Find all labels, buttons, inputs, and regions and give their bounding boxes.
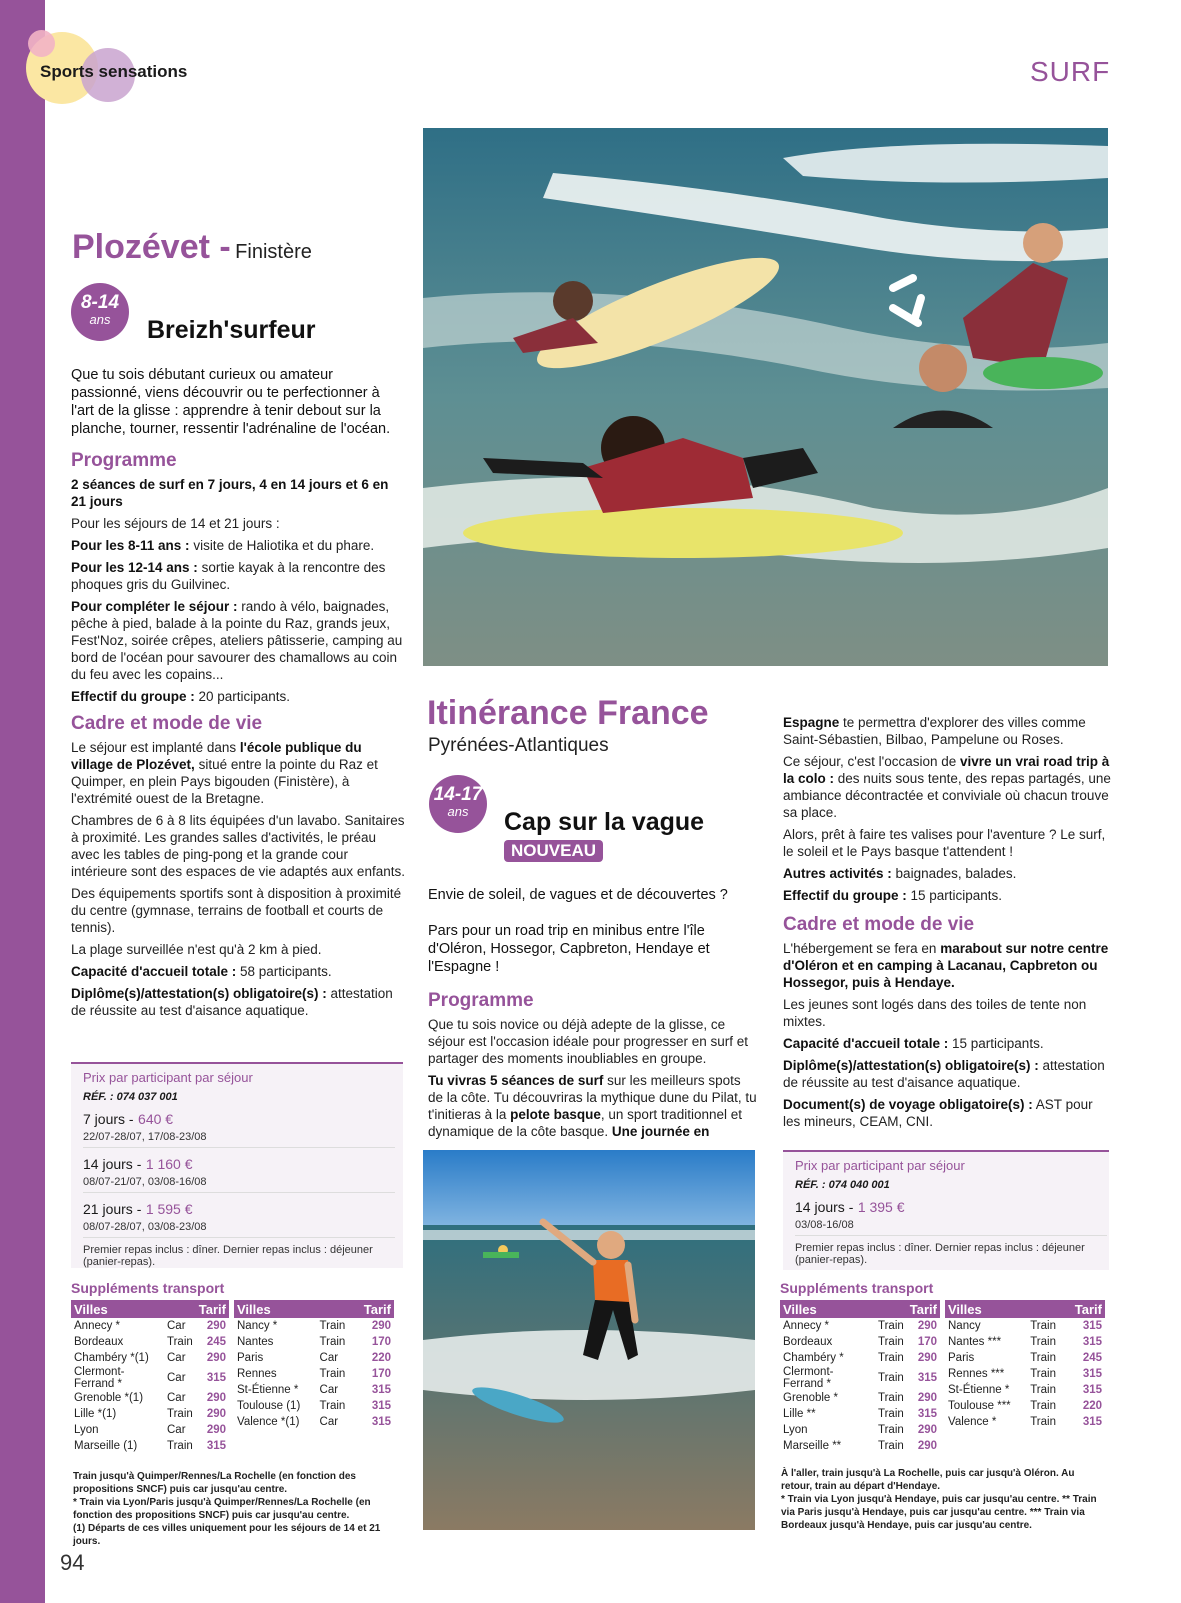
city-name: Nantes ***	[948, 1336, 1002, 1348]
age-range: 8-14	[80, 292, 120, 313]
transport-row	[234, 1398, 394, 1414]
transport-notes: Train jusqu'à Quimper/Rennes/La Rochelle (en fonction des propositions SNCF) puis car jusqu'au centre. * Train via Lyon/Paris jusqu'à Quimper/Rennes/La Rochelle (en fonction des propositions SNCF) puis car jusqu'au centre. (1) Départs de ces villes uniquement pour les séjours de 14 et 21 jours.	[73, 1471, 381, 1547]
transport-mode: Train	[1030, 1320, 1056, 1332]
transport-row	[945, 1318, 1105, 1334]
transport-price: 290	[206, 1352, 226, 1364]
city-name: Grenoble *(1)	[74, 1392, 144, 1404]
transport-row	[234, 1414, 394, 1430]
transport-price: 290	[206, 1408, 226, 1420]
transport-mode: Train	[167, 1336, 193, 1348]
transport-mode: Train	[167, 1440, 193, 1452]
cadre-heading: Cadre et mode de vie	[71, 713, 263, 734]
transport-price: 290	[917, 1440, 937, 1452]
transport-row	[234, 1382, 394, 1398]
transport-table: Villes Tarif Nancy Train 315 Nantes *** Train 315 Paris Train 245 Rennes *** Train 315 St-Étienne * Train 315 Toulouse *** Train 220 Valence * Train 315	[945, 1300, 1105, 1430]
programme-12-14: Pour les 12-14 ans : sortie kayak à la rencontre des phoques gris du Guilvinec.	[71, 560, 386, 592]
intro-text: Que tu sois débutant curieux ou amateur passionné, viens découvrir ou te perfectionner à l'art de la glisse : apprendre à tenir debout sur la planche, tourner, ressentir l'adrénaline de l'océan.	[71, 367, 391, 437]
transport-price: 290	[206, 1392, 226, 1404]
cadre-heading: Cadre et mode de vie	[783, 914, 975, 935]
plozevet-heading	[72, 228, 312, 267]
transport-price: 315	[371, 1400, 391, 1412]
transport-price: 315	[917, 1408, 937, 1420]
price-meals: Premier repas inclus : dîner. Dernier repas inclus : déjeuner (panier-repas).	[83, 1244, 373, 1268]
transport-mode: Car	[167, 1392, 186, 1404]
page-number: 94	[60, 1550, 85, 1575]
transport-price: 170	[917, 1336, 937, 1348]
price-row: 7 jours - 640 € 22/07-28/07, 17/08-23/08	[83, 1111, 395, 1148]
transport-row	[71, 1318, 229, 1334]
transport-mode: Train	[878, 1424, 904, 1436]
diplome: Diplôme(s)/attestation(s) obligatoire(s) : attestation de réussite au test d'aisance aquatique.	[71, 986, 393, 1018]
programme-heading: Programme	[428, 990, 534, 1011]
city-name: Valence *(1)	[237, 1416, 300, 1428]
transport-row	[780, 1350, 940, 1366]
age-badge	[71, 283, 129, 341]
city-name: St-Étienne *	[237, 1384, 299, 1396]
programme-bold: 2 séances de surf en 7 jours, 4 en 14 jours et 6 en 21 jours	[71, 477, 389, 509]
transport-mode: Train	[1030, 1336, 1056, 1348]
cadre-p3: Des équipements sportifs sont à disposition à proximité du centre (gymnase, terrains de football et courts de tennis).	[71, 886, 402, 935]
cadre-p1: Le séjour est implanté dans l'école publique du village de Plozévet, situé entre la pointe du Raz et Quimper, en plein Pays bigouden (Finistère), à l'extrémité ouest de la Bretagne.	[71, 740, 378, 806]
transport-row	[945, 1334, 1105, 1350]
autres: Autres activités : baignades, balades.	[783, 866, 1017, 881]
transport-row	[945, 1350, 1105, 1366]
price-row: 21 jours - 1 595 € 08/07-28/07, 03/08-23/08	[83, 1201, 395, 1238]
city-name: Bordeaux	[783, 1336, 833, 1348]
transport-mode: Train	[878, 1320, 904, 1332]
supplements-title: Suppléments transport	[71, 1280, 225, 1296]
transport-notes: À l'aller, train jusqu'à La Rochelle, puis car jusqu'à Oléron. Au retour, train au départ d'Hendaye. * Train via Lyon jusqu'à Hendaye, puis car jusqu'au centre. ** Train via Paris jusqu'à Hendaye, puis car jusqu'au centre. *** Train via Bordeaux jusqu'à Hendaye, puis car jusqu'au centre.	[781, 1468, 1097, 1531]
plozevet-body	[71, 366, 405, 1024]
transport-mode: Train	[167, 1408, 193, 1420]
programme-p1: Pour les séjours de 14 et 21 jours :	[71, 516, 280, 531]
city-name: Grenoble *	[783, 1392, 838, 1404]
price-box	[783, 1150, 1109, 1270]
transport-price: 170	[371, 1336, 391, 1348]
transport-mode: Train	[1030, 1368, 1056, 1380]
lead-1: Envie de soleil, de vagues et de découvertes ?	[428, 887, 728, 903]
city-name: Nancy	[948, 1320, 981, 1332]
stay-title: Cap sur la vague	[504, 808, 705, 836]
transport-table: Villes Tarif Annecy * Train 290 Bordeaux Train 170 Chambéry * Train 290 Clermont-Ferrand * Train 315 Grenoble * Train 290 Lille ** Train 315 Lyon Train 290 Marseille ** Train 290	[780, 1300, 940, 1454]
transport-price: 290	[917, 1392, 937, 1404]
city-name: Toulouse (1)	[237, 1400, 301, 1412]
capacite: Capacité d'accueil totale : 58 participants.	[71, 964, 332, 979]
transport-mode: Train	[878, 1336, 904, 1348]
transport-price: 290	[917, 1424, 937, 1436]
transport-row	[945, 1382, 1105, 1398]
transport-mode: Train	[319, 1320, 346, 1332]
price-row: 14 jours - 1 160 € 08/07-21/07, 03/08-16/08	[83, 1156, 395, 1193]
transport-mode: Train	[878, 1372, 904, 1384]
city-name: Clermont-Ferrand *	[74, 1366, 125, 1390]
transport-price: 315	[917, 1372, 937, 1384]
city-name: Lille **	[783, 1408, 816, 1420]
place-name: Plozévet -	[72, 228, 231, 266]
transport-row	[780, 1390, 940, 1406]
price-ref: RÉF. : 074 040 001	[795, 1179, 890, 1191]
cadre-p2: Les jeunes sont logés dans des toiles de tente non mixtes.	[783, 997, 1087, 1029]
girl-surfing-photo	[423, 1150, 755, 1530]
city-name: Paris	[237, 1352, 264, 1364]
price-title: Prix par participant par séjour	[795, 1158, 965, 1173]
transport-price: 220	[371, 1352, 391, 1364]
transport-mode: Train	[878, 1408, 904, 1420]
surfers-photo	[423, 128, 1108, 666]
lead-2: Pars pour un road trip en minibus entre l'île d'Oléron, Hossegor, Capbreton, Hendaye et l'Espagne !	[428, 923, 710, 975]
programme-complete: Pour compléter le séjour : rando à vélo, baignades, pêche à pied, balade à la pointe du Raz, grands jeux, Fest'Noz, soirée crêpes, ateliers pâtisserie, camping au bord de l'océan pour savourer des chamallows au coin du feu avec les copains...	[71, 599, 403, 682]
price-title: Prix par participant par séjour	[83, 1070, 253, 1085]
new-badge: NOUVEAU	[504, 840, 603, 862]
transport-row	[71, 1334, 229, 1350]
transport-row	[71, 1366, 229, 1390]
cadre-p4: La plage surveillée n'est qu'à 2 km à pied.	[71, 942, 322, 957]
transport-price: 290	[917, 1320, 937, 1332]
transport-mode: Train	[1030, 1384, 1056, 1396]
transport-mode: Train	[319, 1400, 346, 1412]
transport-row	[234, 1350, 394, 1366]
transport-mode: Car	[319, 1352, 339, 1364]
price-row: 14 jours - 1 395 € 03/08-16/08	[795, 1199, 1107, 1236]
supplements-title: Suppléments transport	[780, 1280, 934, 1296]
category-label: Sports sensations	[40, 62, 188, 81]
transport-price: 290	[371, 1320, 391, 1332]
city-name: Marseille (1)	[74, 1440, 138, 1452]
transport-price: 290	[917, 1352, 937, 1364]
transport-mode: Car	[167, 1424, 186, 1436]
city-name: Clermont-Ferrand *	[783, 1366, 834, 1390]
transport-row	[780, 1318, 940, 1334]
decor-circle-pink	[28, 30, 55, 57]
city-name: Nancy *	[237, 1320, 278, 1332]
side-band	[0, 0, 45, 1603]
transport-row	[71, 1390, 229, 1406]
transport-row	[780, 1334, 940, 1350]
transport-mode: Train	[878, 1352, 904, 1364]
city-name: Marseille **	[783, 1440, 842, 1452]
itinerance-col2	[783, 714, 1113, 1135]
city-name: Paris	[948, 1352, 975, 1364]
transport-row	[71, 1438, 229, 1454]
age-unit: ans	[89, 312, 111, 327]
place-name: Itinérance France	[427, 694, 709, 732]
city-name: Rennes	[237, 1368, 277, 1380]
transport-mode: Train	[1030, 1400, 1056, 1412]
cadre-p2: Chambres de 6 à 8 lits équipées d'un lavabo. Sanitaires à proximité. Les grandes salles d'activités, le préau avec les tables de ping-pong et la grande cour intérieure sont des espaces de vie adaptés aux enfants.	[71, 813, 405, 879]
supplements-tables	[780, 1300, 1105, 1454]
programme-p2: Tu vivras 5 séances de surf sur les meilleurs spots de la côte. Tu découvriras la mythique dune du Pilat, tu t'initieras à la pelote basque, un sport traditionnel et dynamique de la côte basque. Une journée en	[428, 1073, 757, 1139]
transport-row	[71, 1406, 229, 1422]
transport-row	[945, 1398, 1105, 1414]
transport-mode: Train	[319, 1336, 346, 1348]
transport-price: 245	[206, 1336, 226, 1348]
transport-price: 290	[206, 1320, 226, 1332]
diplome: Diplôme(s)/attestation(s) obligatoire(s) : attestation de réussite au test d'aisance aquatique.	[783, 1058, 1105, 1090]
programme-heading: Programme	[71, 450, 177, 471]
transport-mode: Train	[878, 1392, 904, 1404]
capacite: Capacité d'accueil totale : 15 participants.	[783, 1036, 1044, 1051]
transport-mode: Car	[319, 1416, 339, 1428]
stay-title: Breizh'surfeur	[147, 316, 316, 344]
transport-price: 245	[1082, 1352, 1102, 1364]
region-name: Finistère	[235, 241, 312, 263]
programme-8-11: Pour les 8-11 ans : visite de Haliotika et du phare.	[71, 538, 375, 553]
city-name: Chambéry *	[783, 1352, 844, 1364]
age-badge	[429, 775, 487, 833]
effectif: Effectif du groupe : 20 participants.	[71, 689, 291, 704]
transport-price: 315	[371, 1384, 391, 1396]
city-name: Annecy *	[74, 1320, 121, 1332]
city-name: Annecy *	[783, 1320, 830, 1332]
transport-row	[234, 1366, 394, 1382]
transport-row	[945, 1414, 1105, 1430]
transport-table: Villes Tarif Nancy * Train 290 Nantes Train 170 Paris Car 220 Rennes Train 170 St-Étienne * Car 315 Toulouse (1) Train 315 Valence *(1) Car 315	[234, 1300, 394, 1430]
transport-row	[780, 1406, 940, 1422]
transport-price: 170	[371, 1368, 391, 1380]
city-name: Lyon	[74, 1424, 99, 1436]
transport-mode: Train	[1030, 1352, 1056, 1364]
transport-row	[945, 1366, 1105, 1382]
transport-price: 315	[1082, 1384, 1102, 1396]
price-box	[71, 1062, 403, 1268]
transport-price: 220	[1082, 1400, 1102, 1412]
surfers-photo-illustration	[423, 128, 1108, 666]
city-name: Lyon	[783, 1424, 808, 1436]
transport-price: 315	[206, 1372, 226, 1384]
transport-price: 315	[1082, 1368, 1102, 1380]
region-name: Pyrénées-Atlantiques	[428, 735, 609, 756]
transport-table: Villes Tarif Annecy * Car 290 Bordeaux Train 245 Chambéry *(1) Car 290 Clermont-Ferrand * Car 315 Grenoble *(1) Car 290 Lille *(1) Train 290 Lyon Car 290 Marseille (1) Train 315	[71, 1300, 229, 1454]
price-meals: Premier repas inclus : dîner. Dernier repas inclus : déjeuner (panier-repas).	[795, 1242, 1085, 1266]
effectif: Effectif du groupe : 15 participants.	[783, 888, 1003, 903]
transport-price: 315	[1082, 1336, 1102, 1348]
transport-row	[780, 1422, 940, 1438]
price-ref: RÉF. : 074 037 001	[83, 1091, 178, 1103]
girl-surfing-illustration	[423, 1150, 755, 1530]
transport-mode: Car	[319, 1384, 339, 1396]
transport-row	[71, 1350, 229, 1366]
transport-row	[71, 1422, 229, 1438]
transport-mode: Train	[1030, 1416, 1056, 1428]
transport-row	[234, 1318, 394, 1334]
city-name: St-Étienne *	[948, 1384, 1010, 1396]
section-title: SURF	[1030, 56, 1111, 87]
col2-p2: Ce séjour, c'est l'occasion de vivre un vrai road trip à la colo : des nuits sous tente, des repas partagés, une ambiance décontractée et conviviale où chacun trouve sa place.	[783, 754, 1111, 820]
col2-p3: Alors, prêt à faire tes valises pour l'aventure ? Le surf, le soleil et le Pays basque t'attendent !	[783, 827, 1106, 859]
transport-mode: Train	[878, 1440, 904, 1452]
transport-price: 315	[1082, 1320, 1102, 1332]
transport-row	[780, 1438, 940, 1454]
supplements-tables	[71, 1300, 394, 1454]
transport-price: 315	[206, 1440, 226, 1452]
document: Document(s) de voyage obligatoire(s) : AST pour les mineurs, CEAM, CNI.	[783, 1097, 1093, 1129]
transport-mode: Train	[319, 1368, 346, 1380]
age-range: 14-17	[433, 784, 483, 805]
transport-mode: Car	[167, 1372, 186, 1384]
age-unit: ans	[447, 804, 469, 819]
city-name: Rennes ***	[948, 1368, 1005, 1380]
transport-price: 315	[371, 1416, 391, 1428]
itinerance-body	[428, 886, 758, 1145]
city-name: Nantes	[237, 1336, 274, 1348]
cadre-p1: L'hébergement se fera en marabout sur notre centre d'Oléron et en camping à Lacanau, Capbreton ou Hossegor, puis à Hendaye.	[783, 941, 1109, 990]
city-name: Bordeaux	[74, 1336, 124, 1348]
transport-mode: Car	[167, 1352, 186, 1364]
city-name: Lille *(1)	[74, 1408, 117, 1420]
col2-p1: Espagne te permettra d'explorer des villes comme Saint-Sébastien, Bilbao, Pampelune ou Roses.	[783, 715, 1086, 747]
transport-row	[780, 1366, 940, 1390]
programme-p1: Que tu sois novice ou déjà adepte de la glisse, ce séjour est l'occasion idéale pour progresser en surf et partager des moments inoubliables en groupe.	[428, 1017, 748, 1066]
transport-price: 290	[206, 1424, 226, 1436]
transport-price: 315	[1082, 1416, 1102, 1428]
transport-mode: Car	[167, 1320, 186, 1332]
city-name: Chambéry *(1)	[74, 1352, 149, 1364]
city-name: Toulouse ***	[948, 1400, 1011, 1412]
transport-row	[234, 1334, 394, 1350]
city-name: Valence *	[948, 1416, 997, 1428]
